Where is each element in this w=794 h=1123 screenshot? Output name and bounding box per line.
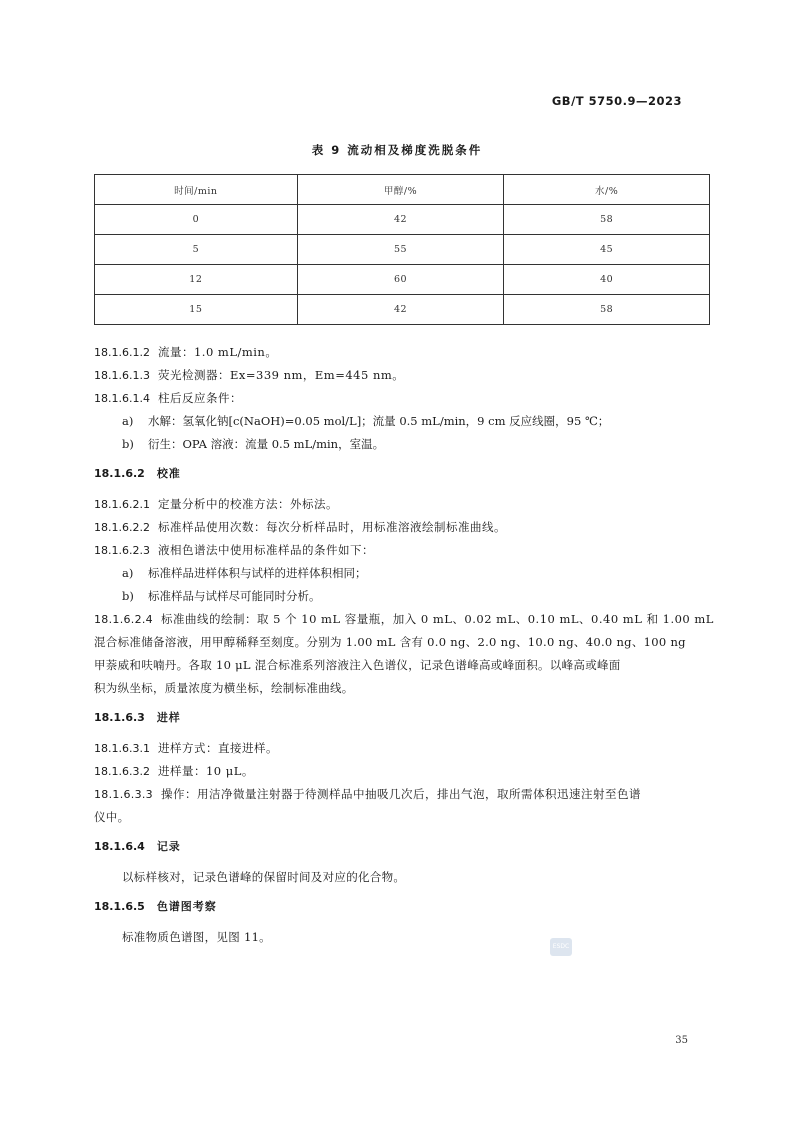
clause-18-1-6-1-2 <box>94 341 710 364</box>
paragraph-line: 混合标准储备溶液，用甲醇稀释至刻度。分别为 1.00 mL 含有 0.0 ng、2.0 ng、10.0 ng、40.0 ng、100 ng <box>94 635 686 649</box>
clause-number: 18.1.6.1.2 <box>94 346 150 359</box>
clause-text: 进样量：10 μL。 <box>157 764 254 778</box>
clause-text: 定量分析中的校准方法：外标法。 <box>157 497 338 511</box>
document-body <box>94 341 714 949</box>
list-label: b) <box>122 589 134 603</box>
clause-18-1-6-2-1 <box>94 493 710 516</box>
clause-number: 18.1.6.2.1 <box>94 498 150 511</box>
standard-number: GB/T 5750.9—2023 <box>551 94 682 108</box>
table-cell: 55 <box>297 235 504 265</box>
clause-18-1-6-2-2 <box>94 516 710 539</box>
list-label: a) <box>122 414 134 428</box>
table-cell: 60 <box>297 265 504 295</box>
table-row <box>95 265 710 295</box>
list-item <box>94 433 710 456</box>
list-item <box>94 410 710 433</box>
list-item <box>94 585 710 608</box>
list-label: a) <box>122 566 134 580</box>
clause-number: 18.1.6.3.3 <box>94 788 153 801</box>
table-cell: 0 <box>95 205 298 235</box>
table-title: 表 9 流动相及梯度洗脱条件 <box>311 143 483 157</box>
paragraph-line: 积为纵坐标，质量浓度为横坐标，绘制标准曲线。 <box>94 681 354 695</box>
clause-18-1-6-2-4 <box>94 608 714 631</box>
table-cell: 58 <box>504 205 710 235</box>
section-heading-record <box>94 835 710 858</box>
paragraph-line: 标准物质色谱图，见图 11。 <box>122 930 271 944</box>
clause-18-1-6-3-2 <box>94 760 710 783</box>
clause-text: 标准曲线的绘制：取 5 个 10 mL 容量瓶，加入 0 mL、0.02 mL、0.10 mL、0.40 mL 和 1.00 mL <box>160 612 714 626</box>
clause-number: 18.1.6.3.2 <box>94 765 150 778</box>
clause-18-1-6-3-3 <box>94 783 710 806</box>
table-cell: 15 <box>95 295 298 325</box>
list-text: 标准样品与试样尽可能同时分析。 <box>148 589 321 603</box>
list-text: 水解：氢氧化钠[c(NaOH)=0.05 mol/L]；流量 0.5 mL/min，9 cm 反应线圈，95 ℃； <box>148 414 610 428</box>
list-text: 衍生：OPA 溶液：流量 0.5 mL/min，室温。 <box>148 437 385 451</box>
clause-text: 流量：1.0 mL/min。 <box>157 345 278 359</box>
clause-18-1-6-3-1 <box>94 737 710 760</box>
paragraph-line: 以标样核对，记录色谱峰的保留时间及对应的化合物。 <box>122 870 406 884</box>
clause-text: 进样方式：直接进样。 <box>157 741 278 755</box>
clause-text: 柱后反应条件： <box>157 391 242 405</box>
clause-number: 18.1.6.2.4 <box>94 613 153 626</box>
gradient-table <box>94 174 710 325</box>
table-cell: 45 <box>504 235 710 265</box>
clause-number: 18.1.6.1.4 <box>94 392 150 405</box>
watermark-logo-icon: ESDC <box>550 938 572 956</box>
clause-number: 18.1.6.3.1 <box>94 742 150 755</box>
clause-18-1-6-1-4 <box>94 387 710 410</box>
heading-title: 记录 <box>156 840 181 853</box>
paragraph-line: 甲萘威和呋喃丹。各取 10 μL 混合标准系列溶液注入色谱仪，记录色谱峰高或峰面积。以峰高或峰面 <box>94 658 621 672</box>
clause-text: 液相色谱法中使用标准样品的条件如下： <box>157 543 374 557</box>
clause-text: 标准样品使用次数：每次分析样品时，用标准溶液绘制标准曲线。 <box>157 520 506 534</box>
clause-18-1-6-1-3 <box>94 364 710 387</box>
table-cell: 42 <box>297 205 504 235</box>
list-label: b) <box>122 437 134 451</box>
table-cell: 5 <box>95 235 298 265</box>
table-header-cell: 时间/min <box>95 175 298 205</box>
table-row <box>95 205 710 235</box>
table-row <box>95 235 710 265</box>
table-header-cell: 水/% <box>504 175 710 205</box>
table-header-cell: 甲醇/% <box>297 175 504 205</box>
paragraph-line: 仪中。 <box>94 810 130 824</box>
table-cell: 40 <box>504 265 710 295</box>
clause-text: 操作：用洁净微量注射器于待测样品中抽吸几次后，排出气泡，取所需体积迅速注射至色谱 <box>160 787 641 801</box>
clause-number: 18.1.6.2.2 <box>94 521 150 534</box>
list-text: 标准样品进样体积与试样的进样体积相同； <box>148 566 367 580</box>
heading-number: 18.1.6.4 <box>94 840 145 853</box>
page-number: 35 <box>675 1035 688 1046</box>
section-heading-calibration <box>94 462 710 485</box>
table-header-row <box>95 175 710 205</box>
heading-number: 18.1.6.2 <box>94 467 145 480</box>
table-cell: 12 <box>95 265 298 295</box>
heading-title: 进样 <box>156 711 181 724</box>
heading-title: 校准 <box>156 467 181 480</box>
table-cell: 42 <box>297 295 504 325</box>
table-cell: 58 <box>504 295 710 325</box>
table-row <box>95 295 710 325</box>
heading-title: 色谱图考察 <box>156 900 217 913</box>
section-heading-injection <box>94 706 710 729</box>
clause-number: 18.1.6.1.3 <box>94 369 150 382</box>
clause-number: 18.1.6.2.3 <box>94 544 150 557</box>
list-item <box>94 562 710 585</box>
clause-18-1-6-2-3 <box>94 539 710 562</box>
clause-text: 荧光检测器：Ex=339 nm，Em=445 nm。 <box>157 368 405 382</box>
heading-number: 18.1.6.5 <box>94 900 145 913</box>
heading-number: 18.1.6.3 <box>94 711 145 724</box>
section-heading-chromatogram <box>94 895 710 918</box>
